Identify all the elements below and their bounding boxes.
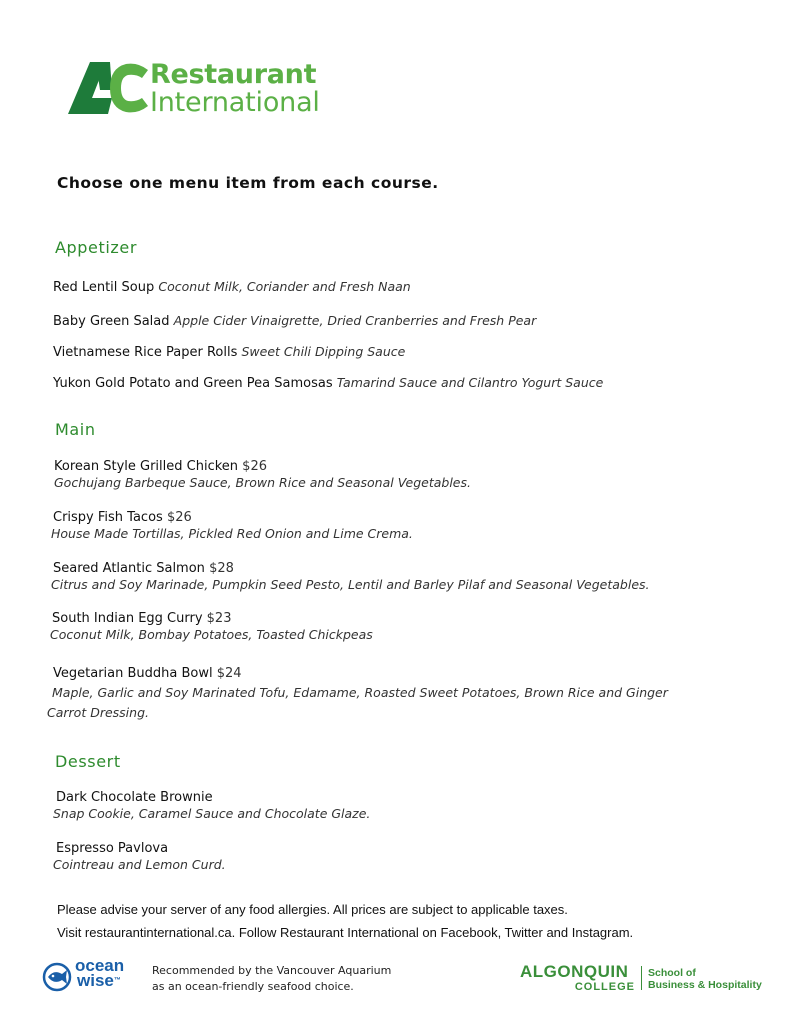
menu-item: [53, 313, 536, 329]
item-price: $26: [242, 459, 267, 474]
section-heading-main: Main: [55, 420, 96, 439]
section-heading-dessert: Dessert: [55, 752, 121, 771]
item-price: $24: [216, 666, 242, 681]
ocean-wise-tm: ™: [113, 977, 121, 984]
item-name: Espresso Pavlova: [56, 841, 169, 856]
item-name: Yukon Gold Potato and Green Pea Samosas: [53, 376, 333, 391]
algonquin-college: COLLEGE: [574, 981, 635, 993]
item-description-continued: Carrot Dressing.: [47, 705, 149, 720]
brand-line2: International: [150, 87, 320, 118]
item-name: Red Lentil Soup: [53, 280, 155, 295]
item-name: Seared Atlantic Salmon: [53, 561, 205, 576]
item-description: Maple, Garlic and Soy Marinated Tofu, Edamame, Roasted Sweet Potatoes, Brown Rice and Ginger: [52, 685, 668, 700]
item-description: Cointreau and Lemon Curd.: [53, 857, 226, 872]
menu-item: [53, 510, 192, 525]
menu-item: [53, 344, 405, 360]
item-name: Vietnamese Rice Paper Rolls: [53, 345, 238, 360]
ac-logo-mark-icon: [68, 60, 150, 116]
item-description: Coconut Milk, Bombay Potatoes, Toasted Chickpeas: [50, 627, 373, 642]
item-description: Tamarind Sauce and Cilantro Yogurt Sauce: [336, 375, 604, 390]
section-heading-appetizer: Appetizer: [55, 238, 138, 257]
brand-wordmark: [150, 60, 320, 116]
menu-item: [53, 561, 234, 576]
item-description: Apple Cider Vinaigrette, Dried Cranberries and Fresh Pear: [173, 313, 537, 328]
item-description: Gochujang Barbeque Sauce, Brown Rice and Seasonal Vegetables.: [54, 475, 471, 490]
item-name: Baby Green Salad: [53, 314, 170, 329]
algonquin-divider: [641, 966, 642, 990]
instruction-text: Choose one menu item from each course.: [57, 174, 439, 192]
item-name: Dark Chocolate Brownie: [56, 790, 213, 805]
algonquin-logo: [520, 963, 635, 993]
menu-item: [56, 790, 213, 805]
ocean-wise-line1: ocean: [75, 956, 125, 975]
algonquin-school: [648, 967, 762, 991]
menu-item: [53, 279, 411, 295]
brand-line1: Restaurant: [150, 59, 317, 90]
item-description: Snap Cookie, Caramel Sauce and Chocolate Glaze.: [53, 806, 371, 821]
item-price: $26: [166, 510, 192, 525]
item-description: House Made Tortillas, Pickled Red Onion and Lime Crema.: [51, 526, 413, 541]
item-description: Sweet Chili Dipping Sauce: [241, 344, 406, 359]
algonquin-school-line1: School of: [648, 967, 696, 979]
visit-note: Visit restaurantinternational.ca. Follow Restaurant International on Facebook, Twitter and Instagram.: [57, 925, 634, 940]
item-name: Crispy Fish Tacos: [53, 510, 163, 525]
menu-item: [53, 666, 242, 681]
item-name: Vegetarian Buddha Bowl: [53, 666, 213, 681]
ocean-wise-text: [152, 963, 391, 995]
menu-item: [56, 841, 168, 856]
item-price: $23: [206, 611, 232, 626]
item-price: $28: [209, 561, 234, 576]
menu-item: [54, 459, 267, 474]
ocean-wise-text-line1: Recommended by the Vancouver Aquarium: [152, 964, 392, 977]
item-description: Citrus and Soy Marinade, Pumpkin Seed Pesto, Lentil and Barley Pilaf and Seasonal Vegetables.: [51, 577, 650, 592]
menu-item: [53, 375, 603, 391]
fish-circle-icon: [42, 962, 72, 992]
algonquin-name: ALGONQUIN: [520, 962, 629, 981]
ocean-wise-text-line2: as an ocean-friendly seafood choice.: [152, 980, 354, 993]
allergy-note: Please advise your server of any food allergies. All prices are subject to applicable taxes.: [57, 902, 568, 917]
algonquin-school-line2: Business & Hospitality: [648, 979, 762, 991]
item-description: Coconut Milk, Coriander and Fresh Naan: [158, 279, 411, 294]
item-name: South Indian Egg Curry: [52, 611, 203, 626]
item-name: Korean Style Grilled Chicken: [54, 459, 239, 474]
ocean-wise-logo: [42, 956, 142, 994]
ocean-wise-line2: wise: [77, 971, 114, 990]
menu-item: [52, 611, 231, 626]
